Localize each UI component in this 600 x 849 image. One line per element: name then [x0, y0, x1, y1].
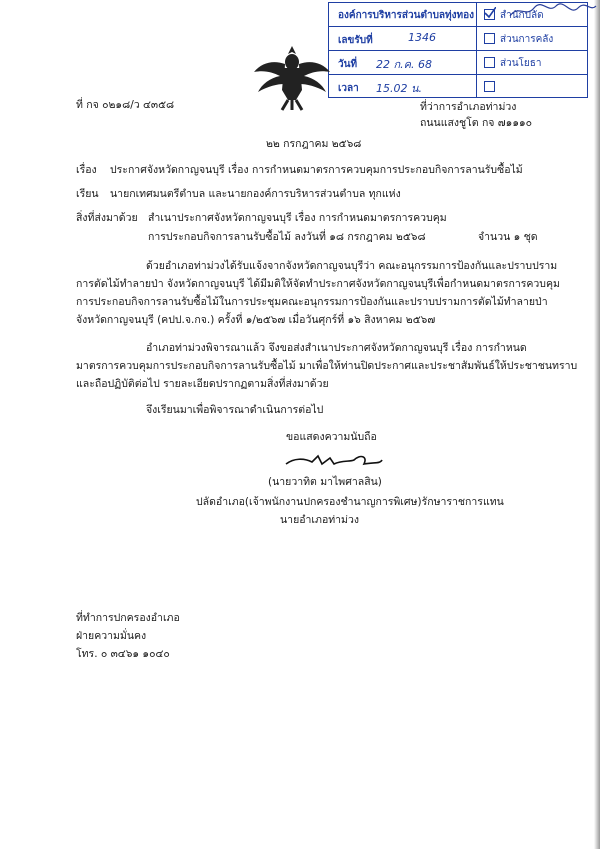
- stamp-org: องค์การบริหารส่วนตำบลทุ่งทอง: [338, 10, 475, 21]
- subject-label: เรื่อง: [76, 164, 97, 176]
- handwritten-note: [508, 0, 598, 26]
- body-p1-line1: ด้วยอำเภอท่าม่วงได้รับแจ้งจากจังหวัดกาญจนบุรีว่า คณะอนุกรรมการป้องกันและปราบปราม: [146, 260, 558, 272]
- route-checkbox-4: [484, 81, 495, 92]
- body-p2-line1: อำเภอท่าม่วงพิจารณาแล้ว จึงขอส่งสำเนาประกาศจังหวัดกาญจนบุรี เรื่อง การกำหนด: [146, 342, 527, 354]
- route-label-2: ส่วนการคลัง: [500, 34, 554, 45]
- footer-phone: โทร. ๐ ๓๔๖๑ ๑๐๔๐: [76, 648, 170, 660]
- body-p3: จึงเรียนมาเพื่อพิจารณาดำเนินการต่อไป: [146, 404, 324, 416]
- office-address-line2: ถนนแสงชูโต กจ ๗๑๑๑๐: [420, 117, 533, 129]
- signer-title-line2: นายอำเภอท่าม่วง: [280, 514, 360, 526]
- route-checkbox-1: [484, 9, 495, 20]
- route-label-1: สำนักปลัด: [500, 10, 544, 21]
- footer-division: ฝ่ายความมั่นคง: [76, 630, 147, 642]
- stamp-date-value: 22 ก.ค. 68: [376, 58, 432, 71]
- body-p1-line2: การตัดไม้ทำลายป่า จังหวัดกาญจนบุรี ได้มีมติให้จัดทำประกาศจังหวัดกาญจนบุรีเพื่อกำหนดมาตรการควบคุม: [76, 278, 560, 290]
- page-edge-shadow: [594, 0, 600, 849]
- signer-name: (นายวาทิต มาไพศาลสิน): [268, 476, 382, 488]
- enclosure-line2: การประกอบกิจการลานรับซื้อไม้ ลงวันที่ ๑๘ กรกฎาคม ๒๕๖๘: [148, 231, 426, 243]
- route-checkbox-3: [484, 57, 495, 68]
- enclosure-quantity: จำนวน ๑ ชุด: [478, 231, 538, 243]
- stamp-date-label: วันที่: [338, 59, 358, 70]
- footer-office: ที่ทำการปกครองอำเภอ: [76, 612, 180, 624]
- subject-text: ประกาศจังหวัดกาญจนบุรี เรื่อง การกำหนดมาตรการควบคุมการประกอบกิจการลานรับซื้อไม้: [110, 164, 523, 176]
- signer-title-line1: ปลัดอำเภอ(เจ้าพนักงานปกครองชำนาญการพิเศษ)รักษาราชการแทน: [196, 496, 504, 508]
- route-label-3: ส่วนโยธา: [500, 58, 542, 69]
- document-date: ๒๒ กรกฎาคม ๒๕๖๘: [266, 138, 362, 150]
- enclosure-line1: สำเนาประกาศจังหวัดกาญจนบุรี เรื่อง การกำหนดมาตรการควบคุม: [148, 212, 447, 224]
- stamp-recv-value: 1346: [408, 31, 436, 44]
- to-label: เรียน: [76, 188, 99, 200]
- stamp-time-label: เวลา: [338, 83, 359, 94]
- to-text: นายกเทศมนตรีตำบล และนายกองค์การบริหารส่วนตำบล ทุกแห่ง: [110, 188, 401, 200]
- body-p2-line3: และถือปฏิบัติต่อไป รายละเอียดปรากฏตามสิ่งที่ส่งมาด้วย: [76, 378, 329, 390]
- office-address-line1: ที่ว่าการอำเภอท่าม่วง: [420, 101, 517, 113]
- closing-regards: ขอแสดงความนับถือ: [286, 431, 377, 443]
- document-number: ที่ กจ ๐๒๑๘/ว ๔๓๕๘: [76, 99, 175, 111]
- garuda-emblem-icon: [252, 42, 332, 116]
- body-p2-line2: มาตรการควบคุมการประกอบกิจการลานรับซื้อไม้ มาเพื่อให้ท่านปิดประกาศและประชาสัมพันธ์ให้ประชาชนทราบ: [76, 360, 578, 372]
- check-icon: [484, 7, 496, 19]
- stamp-time-value: 15.02 น.: [376, 82, 423, 95]
- route-checkbox-2: [484, 33, 495, 44]
- body-p1-line4: จังหวัดกาญจนบุรี (คปป.จ.กจ.) ครั้งที่ ๑/๒๕๖๗ เมื่อวันศุกร์ที่ ๑๖ สิงหาคม ๒๕๖๗: [76, 314, 436, 326]
- stamp-recv-label: เลขรับที่: [338, 35, 373, 46]
- enclosure-label: สิ่งที่ส่งมาด้วย: [76, 212, 138, 224]
- signature-mark: [284, 450, 384, 478]
- body-p1-line3: การประกอบกิจการลานรับซื้อไม้ในการประชุมคณะอนุกรรมการป้องกันและปราบปรามการตัดไม้ทำลายป่า: [76, 296, 548, 308]
